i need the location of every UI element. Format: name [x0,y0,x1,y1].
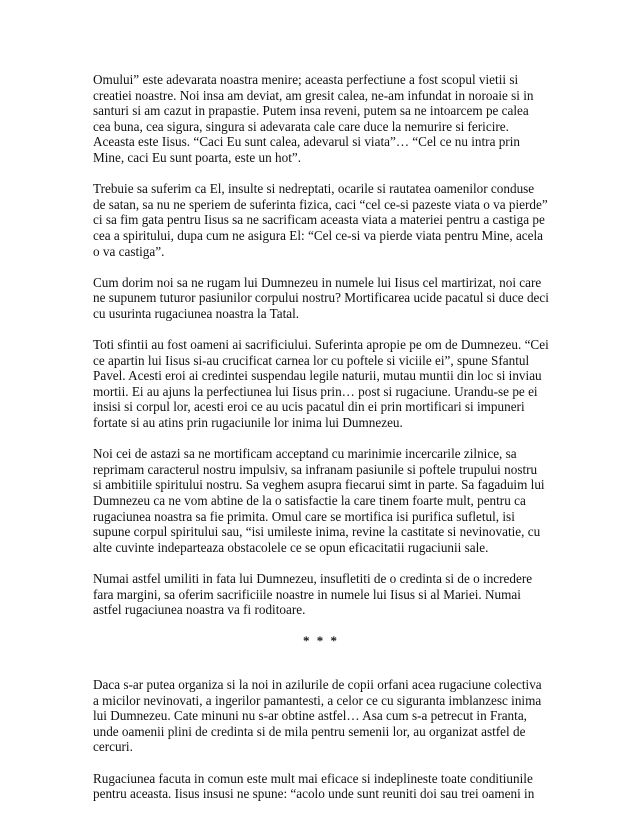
paragraph-2: Trebuie sa suferim ca El, insulte si nedreptati, ocarile si rautatea oamenilor conduse de satan, sa nu ne speriem de suferinta fizica, caci “cel ce-si pazeste viata o va pierde” ci sa fim gata pentru Iisus sa ne sacrificam aceasta viata a materiei pentru a castiga pe cea a spiritului, dupa cum ne asigura El: “Cel ce-si va pierde viata pentru Mine, acela o va castiga”. [93,181,548,259]
paragraph-1: Omului” este adevarata noastra menire; aceasta perfectiune a fost scopul vietii si creatiei noastre. Noi insa am deviat, am gresit calea, ne-am infundat in noroaie si in santuri si am cazut in prapastie. Putem insa reveni, putem sa ne intoarcem pe calea cea buna, cea sigura, singura si adevarata cale care duce la nemurire si fericire. Aceasta este Iisus. “Caci Eu sunt calea, adevarul si viata”… “Cel ce nu intra prin Mine, caci Eu sunt poarta, este un hot”. [93,72,534,165]
paragraph-3: Cum dorim noi sa ne rugam lui Dumnezeu in numele lui Iisus cel martirizat, noi care ne supunem tuturor pasiunilor corpului nostru? Mortificarea ucide pacatul si duce deci cu usurinta rugaciunea noastra la Tatal. [93,274,549,321]
paragraph-8: Rugaciunea facuta in comun este mult mai eficace si indeplineste toate conditiunile pentru aceasta. Iisus insusi ne spune: “acolo unde sunt reuniti doi sau trei oameni in [93,770,535,802]
paragraph-6: Numai astfel umiliti in fata lui Dumnezeu, insufletiti de o credinta si de o incredere fara margini, sa oferim sacrificiile noastre in numele lui Iisus si al Mariei. Numai astfel rugaciunea noastra va fi roditoare. [93,571,533,618]
section-separator: * * * [303,633,339,649]
paragraph-5: Noi cei de astazi sa ne mortificam acceptand cu marinimie incercarile zilnice, sa reprimam caracterul nostru impulsiv, sa infranam pasiunile si poftele trupului nostru si ambitiile spiritului nostru. Sa veghem asupra fiecarui simt in parte. Sa fagaduim lui Dumnezeu ca ne vom abtine de la o satisfactie la care tinem foarte mult, pentru ca rugaciunea noastra sa fie primita. Omul care se mortifica isi purifica sufletul, isi supune corpul spiritului sau, “isi umileste inima, revine la castitate si nevinovatie, cu alte cuvinte indeparteaza obstacolele ce se opun eficacitatii rugaciunii sale. [93,446,545,555]
paragraph-4: Toti sfintii au fost oameni ai sacrificiului. Suferinta apropie pe om de Dumnezeu. “Cei ce apartin lui Iisus si-au crucificat carnea lor cu poftele si viciile ei”, spune Sfantul Pavel. Acesti eroi ai credintei suspendau legile naturii, mutau muntii din loc si inviau mortii. Ei au ajuns la perfectiunea lui Iisus prin… post si rugaciune. Urandu-se pe ei insisi si corpul lor, acesti eroi ce au ucis pacatul din ei prin mortificari si impuneri fortate si au atins prin rugaciunile lor inima lui Dumnezeu. [93,337,549,431]
document-body [93,72,549,817]
paragraph-7: Daca s-ar putea organiza si la noi in azilurile de copii orfani acea rugaciune colectiva a micilor nevinovati, a ingerilor pamantesti, a celor ce cu siguranta imblanzesc inima lui Dumnezeu. Cate minuni nu s-ar obtine astfel… Asa cum s-a petrecut in Franta, unde oamenii plini de credinta si de mila pentru semenii lor, au organizat astfel de cercuri. [93,676,542,755]
